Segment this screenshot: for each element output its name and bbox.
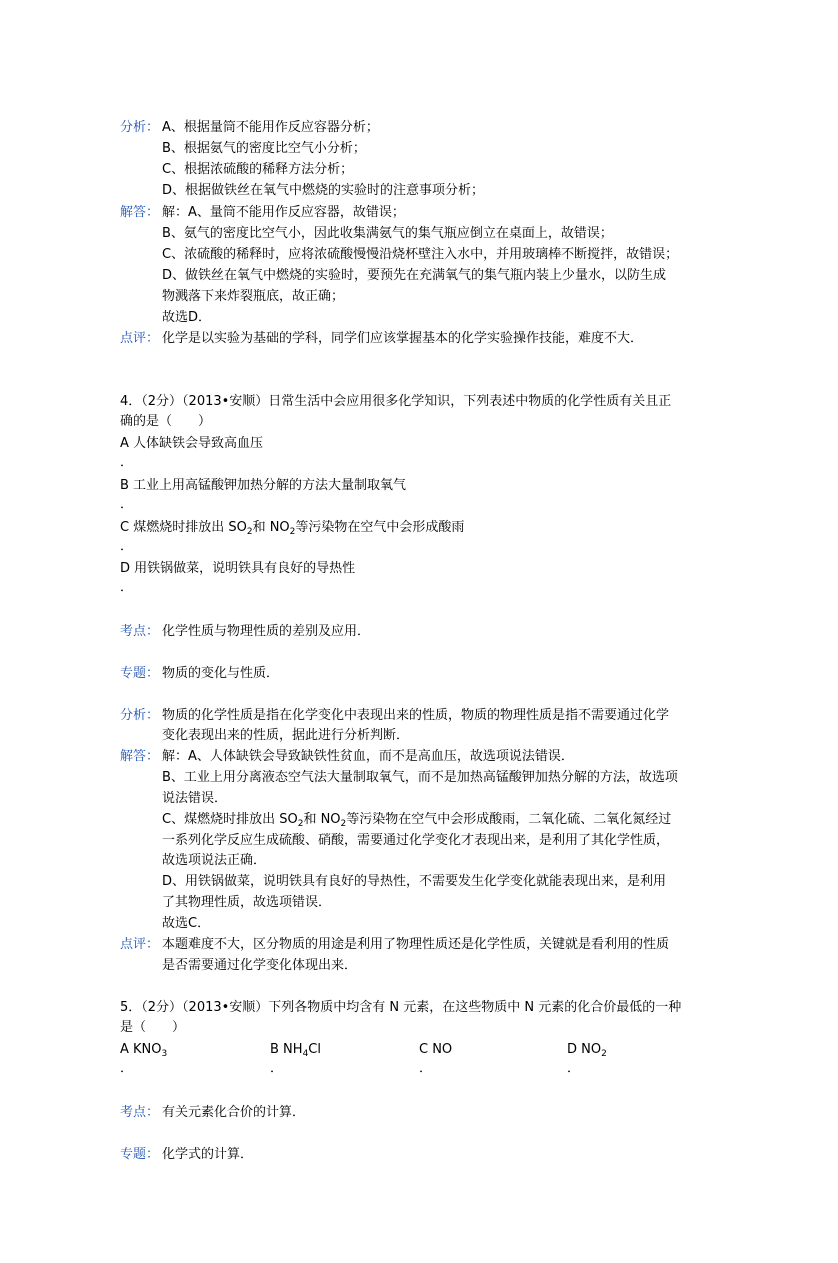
question-4-stem: 4．（2分）（2013•安顺）日常生活中会应用很多化学知识，下列表述中物质的化学性质有关且正: [120, 394, 672, 409]
option-d: D 用铁锅做菜，说明铁具有良好的导热性: [120, 561, 356, 576]
answer-text: C、煤燃烧时排放出 $SO_2$和 $NO_2$等污染物在空气中会形成酸雨，二氧化硫、二氧化氮经过: [162, 812, 672, 829]
answer-text: 一系列化学反应生成硫酸、硝酸，需要通过化学变化才表现出来，是利用了其化学性质，: [162, 833, 670, 848]
answer-text: 解：A、人体缺铁会导致缺铁性贫血，而不是高血压，故选项说法错误．: [162, 749, 574, 764]
option-dot: ．: [120, 455, 134, 470]
option-a: A $KNO_3$: [120, 1042, 168, 1059]
comment-text: 本题难度不大，区分物质的用途是利用了物理性质还是化学性质，关键就是看利用的性质: [162, 937, 670, 952]
question-5-stem: 5．（2分）（2013•安顺）下列各物质中均含有 N 元素，在这些物质中 N 元素的化合价最低的一种: [120, 1000, 682, 1015]
option-b: B $NH_4Cl$: [270, 1042, 321, 1059]
answer-text: 说法错误．: [162, 791, 228, 806]
topic-label: 专题：: [120, 666, 160, 681]
option-dot: ．: [270, 1061, 284, 1076]
answer-text: 了其物理性质，故选项错误．: [162, 895, 332, 910]
comment-label: 点评：: [120, 331, 160, 346]
point-text: 有关元素化合价的计算．: [162, 1105, 306, 1120]
answer-label: 解答：: [120, 205, 160, 220]
option-c: C NO: [419, 1042, 453, 1057]
option-dot: ．: [120, 580, 134, 595]
analysis-text: 变化表现出来的性质，据此进行分析判断．: [162, 728, 410, 743]
topic-label: 专题：: [120, 1147, 160, 1162]
answer-text: 故选C．: [162, 916, 211, 931]
option-dot: ．: [419, 1061, 433, 1076]
option-dot: ．: [120, 539, 134, 554]
comment-text: 化学是以实验为基础的学科，同学们应该掌握基本的化学实验操作技能，难度不大．: [162, 331, 644, 346]
option-dot: ．: [120, 497, 134, 512]
point-label: 考点：: [120, 624, 160, 639]
topic-text: 物质的变化与性质．: [162, 666, 280, 681]
option-dot: ．: [567, 1061, 581, 1076]
option-c: C 煤燃烧时排放出 $SO_2$和 $NO_2$等污染物在空气中会形成酸雨: [120, 520, 465, 537]
analysis-text: D、根据做铁丝在氧气中燃烧的实验时的注意事项分析；: [162, 183, 485, 198]
answer-label: 解答：: [120, 749, 160, 764]
question-5-stem: 是（ ）: [120, 1020, 186, 1035]
comment-label: 点评：: [120, 937, 160, 952]
topic-text: 化学式的计算．: [162, 1147, 254, 1162]
analysis-label: 分析：: [120, 120, 160, 135]
answer-text: B、工业上用分离液态空气法大量制取氧气，而不是加热高锰酸钾加热分解的方法，故选项: [162, 770, 678, 785]
option-dot: ．: [120, 1061, 134, 1076]
analysis-text: A、根据量筒不能用作反应容器分析；: [162, 120, 379, 135]
point-label: 考点：: [120, 1105, 160, 1120]
answer-text: D、用铁锅做菜，说明铁具有良好的导热性，不需要发生化学变化就能表现出来，是利用: [162, 874, 667, 889]
analysis-text: 物质的化学性质是指在化学变化中表现出来的性质，物质的物理性质是指不需要通过化学: [162, 708, 670, 723]
answer-text: B、氨气的密度比空气小，因此收集满氨气的集气瓶应倒立在桌面上，故错误；: [162, 226, 613, 241]
answer-text: 解：A、量筒不能用作反应容器，故错误；: [162, 205, 405, 220]
analysis-label: 分析：: [120, 708, 160, 723]
option-a: A 人体缺铁会导致高血压: [120, 436, 264, 451]
comment-text: 是否需要通过化学变化体现出来．: [162, 958, 358, 973]
answer-text: C、浓硫酸的稀释时，应将浓硫酸慢慢沿烧杯壁注入水中，并用玻璃棒不断搅拌，故错误；: [162, 247, 679, 262]
answer-text: 物溅落下来炸裂瓶底，故正确；: [162, 289, 345, 304]
analysis-text: B、根据氨气的密度比空气小分析；: [162, 141, 366, 156]
analysis-text: C、根据浓硫酸的稀释方法分析；: [162, 162, 354, 177]
answer-text: 故选项说法正确．: [162, 853, 267, 868]
answer-text: 故选D．: [162, 310, 212, 325]
point-text: 化学性质与物理性质的差别及应用．: [162, 624, 371, 639]
question-4-stem: 确的是（ ）: [120, 414, 212, 429]
option-d: D $NO_2$: [567, 1042, 607, 1059]
option-b: B 工业上用高锰酸钾加热分解的方法大量制取氧气: [120, 478, 407, 493]
answer-text: D、做铁丝在氧气中燃烧的实验时，要预先在充满氧气的集气瓶内装上少量水，以防生成: [162, 268, 667, 283]
